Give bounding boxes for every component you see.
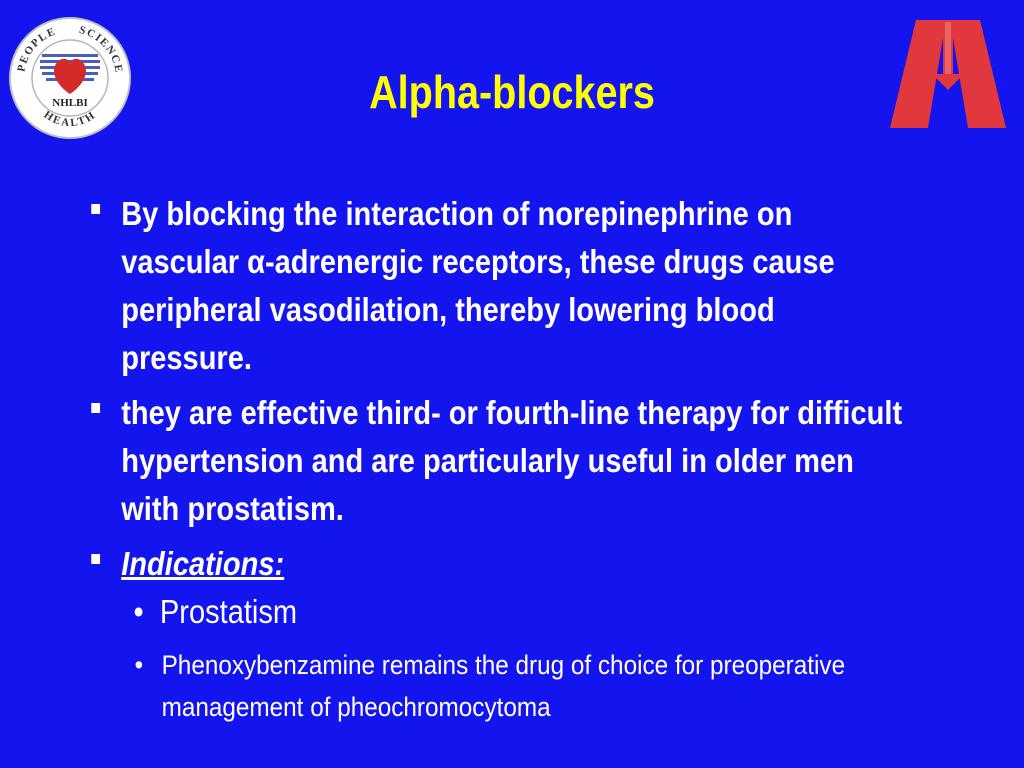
logo-text-nhlbi: NHLBI	[52, 97, 88, 109]
dot-bullet-icon: •	[134, 650, 144, 680]
bullet-line: pressure.	[121, 339, 252, 376]
sub-item-text: Phenoxybenzamine remains the drug of choice for preoperative	[161, 650, 846, 680]
bullet-line: they are effective third- or fourth-line therapy for difficult	[121, 394, 903, 431]
square-bullet-icon	[91, 204, 100, 214]
slide-title: Alpha-blockers	[369, 66, 655, 118]
bullet-line: with prostatism.	[121, 490, 344, 527]
bullet-item-1	[86, 190, 900, 382]
logo-text-health: HEALTH	[41, 108, 99, 130]
sub-item-text: management of pheochromocytoma	[161, 692, 551, 722]
bullet-line: By blocking the interaction of norepinephrine on	[121, 195, 793, 232]
sub-item-text: Prostatism	[159, 593, 298, 630]
bullet-line: peripheral vasodilation, thereby lowering blood	[121, 291, 775, 328]
bullet-item-2	[86, 389, 903, 533]
dot-bullet-icon: •	[133, 593, 144, 630]
logo-text-science: SCIENCE	[77, 23, 125, 75]
square-bullet-icon	[91, 554, 100, 564]
bullet-line: hypertension and are particularly useful in older men	[121, 442, 854, 479]
square-bullet-icon	[91, 403, 100, 413]
bullet-item-3	[86, 540, 900, 588]
sub-item-phenoxybenzamine	[86, 644, 919, 728]
bullet-list	[86, 190, 1011, 728]
indications-heading: Indications:	[121, 545, 285, 582]
bullet-line: vascular α-adrenergic receptors, these drugs cause	[121, 243, 835, 280]
sub-item-prostatism	[86, 590, 900, 634]
logo-text-people: PEOPLE	[15, 25, 58, 73]
